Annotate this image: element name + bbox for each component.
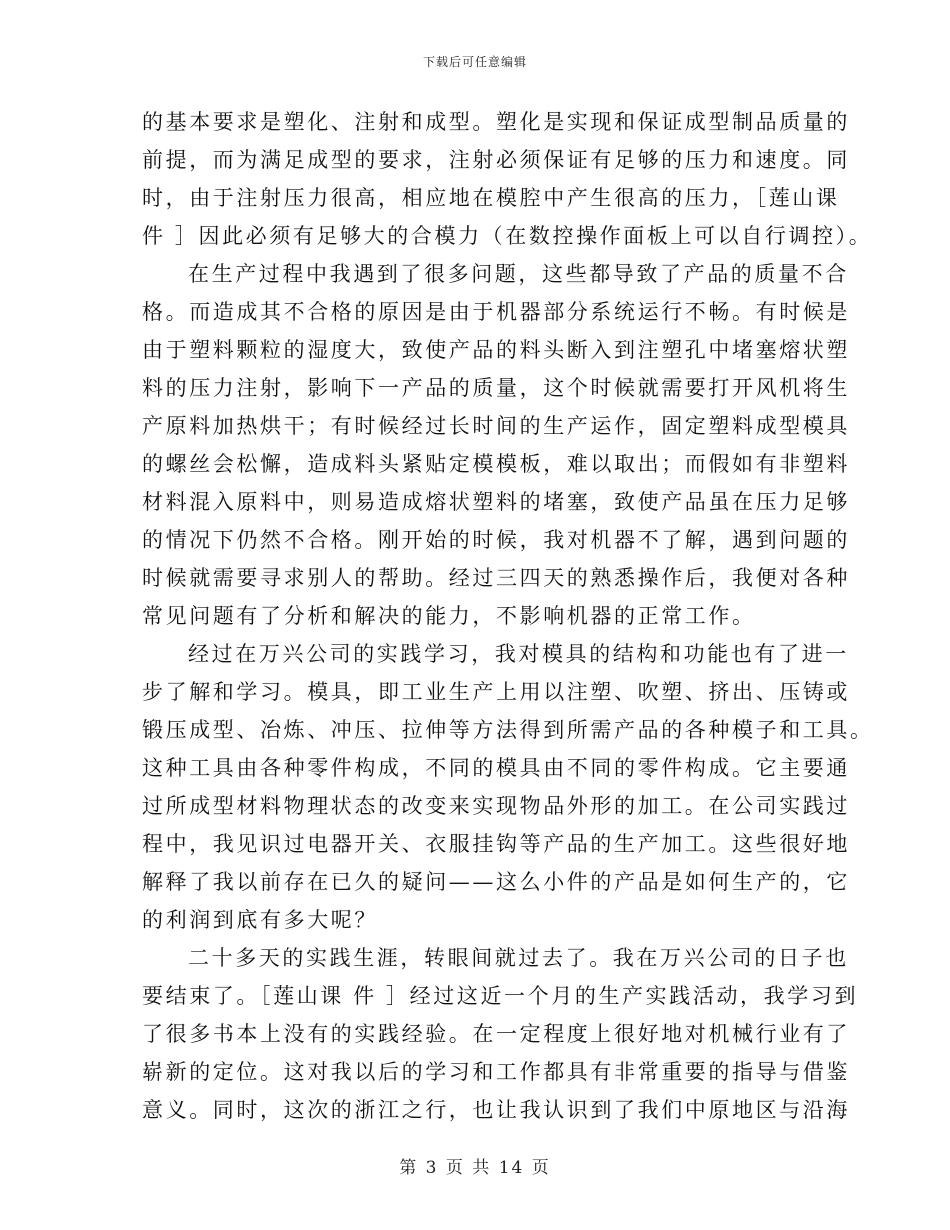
paragraph-first-line: 经过在万兴公司的实践学习，我对模具的结构和功能也有了进一 bbox=[188, 642, 849, 666]
text-line: 由于塑料颗粒的湿度大，致使产品的料头断入到注塑孔中堵塞熔状塑 bbox=[142, 338, 850, 362]
text-line: 的情况下仍然不合格。刚开始的时候，我对机器不了解，遇到问题的 bbox=[142, 528, 850, 552]
text-line: 产原料加热烘干；有时候经过长时间的生产运作，固定塑料成型模具 bbox=[142, 414, 850, 438]
text-line: 格。而造成其不合格的原因是由于机器部分系统运行不畅。有时候是 bbox=[142, 300, 850, 324]
paragraph-first-line: 二十多天的实践生涯，转眼间就过去了。我在万兴公司的日子也 bbox=[188, 946, 849, 970]
text-line: 常见问题有了分析和解决的能力，不影响机器的正常工作。 bbox=[142, 604, 756, 628]
text-line: 要结束了。［莲山课 件 ］经过这近一个月的生产实践活动，我学习到 bbox=[142, 984, 859, 1008]
text-line: 件 ］因此必须有足够大的合模力（在数控操作面板上可以自行调控）。 bbox=[142, 224, 873, 248]
text-line: 时候就需要寻求别人的帮助。经过三四天的熟悉操作后，我便对各种 bbox=[142, 566, 850, 590]
paragraph-first-line: 在生产过程中我遇到了很多问题，这些都导致了产品的质量不合 bbox=[188, 262, 849, 286]
text-line: 过所成型材料物理状态的改变来实现物品外形的加工。在公司实践过 bbox=[142, 794, 850, 818]
text-line: 程中，我见识过电器开关、衣服挂钩等产品的生产加工。这些很好地 bbox=[142, 832, 850, 856]
page-header: 下载后可任意编辑 bbox=[422, 55, 527, 69]
text-line: 崭新的定位。这对我以后的学习和工作都具有非常重要的指导与借鉴 bbox=[142, 1060, 850, 1084]
text-line: 这种工具由各种零件构成，不同的模具由不同的零件构成。它主要通 bbox=[142, 756, 850, 780]
text-line: 解释了我以前存在已久的疑问——这么小件的产品是如何生产的，它 bbox=[142, 870, 850, 894]
document-body bbox=[142, 103, 874, 1129]
text-line: 的利润到底有多大呢？ bbox=[142, 908, 378, 932]
text-line: 时，由于注射压力很高，相应地在模腔中产生很高的压力，［莲山课 bbox=[142, 186, 840, 210]
text-line: 锻压成型、冶炼、冲压、拉伸等方法得到所需产品的各种模子和工具。 bbox=[142, 718, 874, 742]
text-line: 意义。同时，这次的浙江之行，也让我认识到了我们中原地区与沿海 bbox=[142, 1098, 850, 1122]
text-line: 料的压力注射，影响下一产品的质量，这个时候就需要打开风机将生 bbox=[142, 376, 850, 400]
text-line: 了很多书本上没有的实践经验。在一定程度上很好地对机械行业有了 bbox=[142, 1022, 850, 1046]
text-line: 材料混入原料中，则易造成熔状塑料的堵塞，致使产品虽在压力足够 bbox=[142, 490, 850, 514]
text-line: 的螺丝会松懈，造成料头紧贴定模模板，难以取出；而假如有非塑料 bbox=[142, 452, 850, 476]
text-line: 步了解和学习。模具，即工业生产上用以注塑、吹塑、挤出、压铸或 bbox=[142, 680, 850, 704]
page-number-footer: 第 3 页 共 14 页 bbox=[399, 1158, 551, 1178]
text-line: 前提，而为满足成型的要求，注射必须保证有足够的压力和速度。同 bbox=[142, 148, 850, 172]
text-line: 的基本要求是塑化、注射和成型。塑化是实现和保证成型制品质量的 bbox=[142, 110, 850, 134]
